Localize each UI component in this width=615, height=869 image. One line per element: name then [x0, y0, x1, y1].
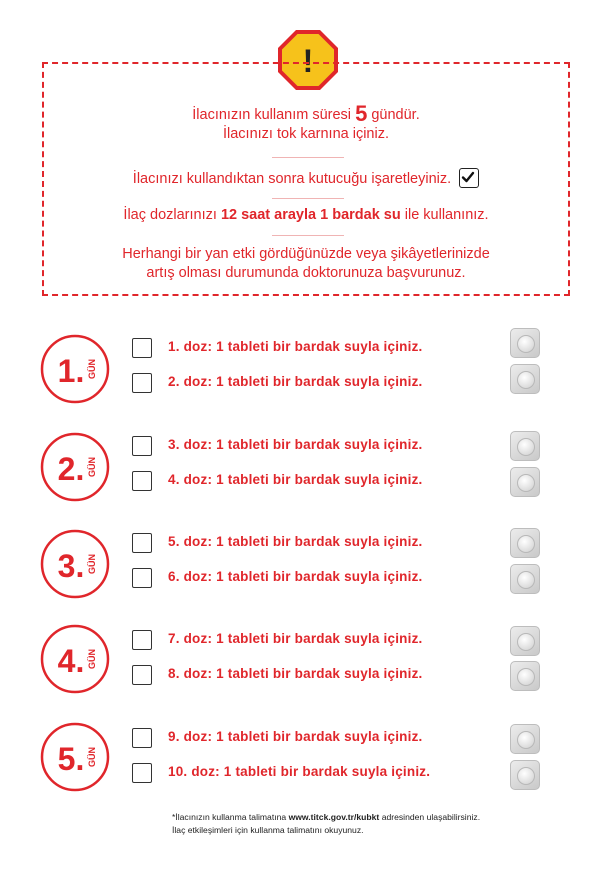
- dose-checkbox-5[interactable]: [132, 533, 152, 553]
- day-badge-5: [39, 721, 111, 793]
- day-badge-3: [39, 528, 111, 600]
- dose-label-9: 9. doz: 1 tableti bir bardak suyla içiniz.: [168, 729, 423, 744]
- tablet-icon: [510, 431, 540, 461]
- divider: [272, 157, 344, 158]
- tablet-icon: [510, 564, 540, 594]
- tablet-icon: [510, 467, 540, 497]
- info-side-effects-2: artış olması durumunda doktorunuza başvurunuz.: [146, 265, 466, 281]
- svg-text:5.: 5.: [57, 741, 85, 777]
- day-badge-4: [39, 623, 111, 695]
- dose-label-2: 2. doz: 1 tableti bir bardak suyla içiniz.: [168, 374, 423, 389]
- dose-checkbox-8[interactable]: [132, 665, 152, 685]
- footer-note-2: İlaç etkileşimleri için kullanma talimatını okuyunuz.: [172, 825, 364, 835]
- svg-text:1.: 1.: [57, 353, 85, 389]
- divider: [272, 198, 344, 199]
- dose-label-7: 7. doz: 1 tableti bir bardak suyla içiniz.: [168, 631, 423, 646]
- svg-text:4.: 4.: [57, 643, 85, 679]
- day-badge-2: [39, 431, 111, 503]
- dose-label-10: 10. doz: 1 tableti bir bardak suyla içiniz.: [168, 764, 431, 779]
- tablet-icon: [510, 528, 540, 558]
- dose-checkbox-6[interactable]: [132, 568, 152, 588]
- tablet-icon: [510, 760, 540, 790]
- tablet-icon: [510, 661, 540, 691]
- info-interval: İlaç dozlarınızı 12 saat arayla 1 bardak su ile kullanınız.: [123, 207, 489, 223]
- footer-note-1: *İlacınızın kullanma talimatına www.titck.gov.tr/kubkt adresinden ulaşabilirsiniz.: [172, 812, 481, 822]
- svg-text:GÜN: GÜN: [87, 457, 97, 477]
- dose-label-1: 1. doz: 1 tableti bir bardak suyla içiniz.: [168, 339, 423, 354]
- info-side-effects-1: Herhangi bir yan etki gördüğünüzde veya şikâyetlerinizde: [122, 246, 490, 262]
- tablet-icon: [510, 626, 540, 656]
- tablet-icon: [510, 328, 540, 358]
- dose-checkbox-7[interactable]: [132, 630, 152, 650]
- info-food: İlacınızı tok karnına içiniz.: [222, 126, 389, 142]
- dose-checkbox-3[interactable]: [132, 436, 152, 456]
- dose-label-5: 5. doz: 1 tableti bir bardak suyla içiniz.: [168, 534, 423, 549]
- day-badge-1: [39, 333, 111, 405]
- svg-text:GÜN: GÜN: [87, 554, 97, 574]
- svg-text:3.: 3.: [57, 548, 85, 584]
- tablet-icon: [510, 364, 540, 394]
- warning-symbol: !: [302, 43, 314, 79]
- dose-checkbox-2[interactable]: [132, 373, 152, 393]
- dose-label-4: 4. doz: 1 tableti bir bardak suyla içiniz.: [168, 472, 423, 487]
- dose-label-6: 6. doz: 1 tableti bir bardak suyla içiniz.: [168, 569, 423, 584]
- svg-text:GÜN: GÜN: [87, 649, 97, 669]
- dose-checkbox-10[interactable]: [132, 763, 152, 783]
- dose-label-8: 8. doz: 1 tableti bir bardak suyla içiniz.: [168, 666, 423, 681]
- svg-text:GÜN: GÜN: [87, 747, 97, 767]
- tablet-icon: [510, 724, 540, 754]
- duration-number: 5: [355, 101, 368, 126]
- info-duration: İlacınızın kullanım süresi 5 gündür.: [192, 101, 420, 126]
- footer-url[interactable]: www.titck.gov.tr/kubkt: [288, 812, 380, 822]
- dose-label-3: 3. doz: 1 tableti bir bardak suyla içiniz.: [168, 437, 423, 452]
- info-box: [42, 62, 570, 296]
- divider: [272, 235, 344, 236]
- svg-text:GÜN: GÜN: [87, 359, 97, 379]
- info-check-instruction: İlacınızı kullandıktan sonra kutucuğu işaretleyiniz.: [44, 168, 568, 189]
- svg-text:2.: 2.: [57, 451, 85, 487]
- dose-checkbox-1[interactable]: [132, 338, 152, 358]
- dose-checkbox-4[interactable]: [132, 471, 152, 491]
- dose-checkbox-9[interactable]: [132, 728, 152, 748]
- checked-box-icon: [459, 168, 479, 188]
